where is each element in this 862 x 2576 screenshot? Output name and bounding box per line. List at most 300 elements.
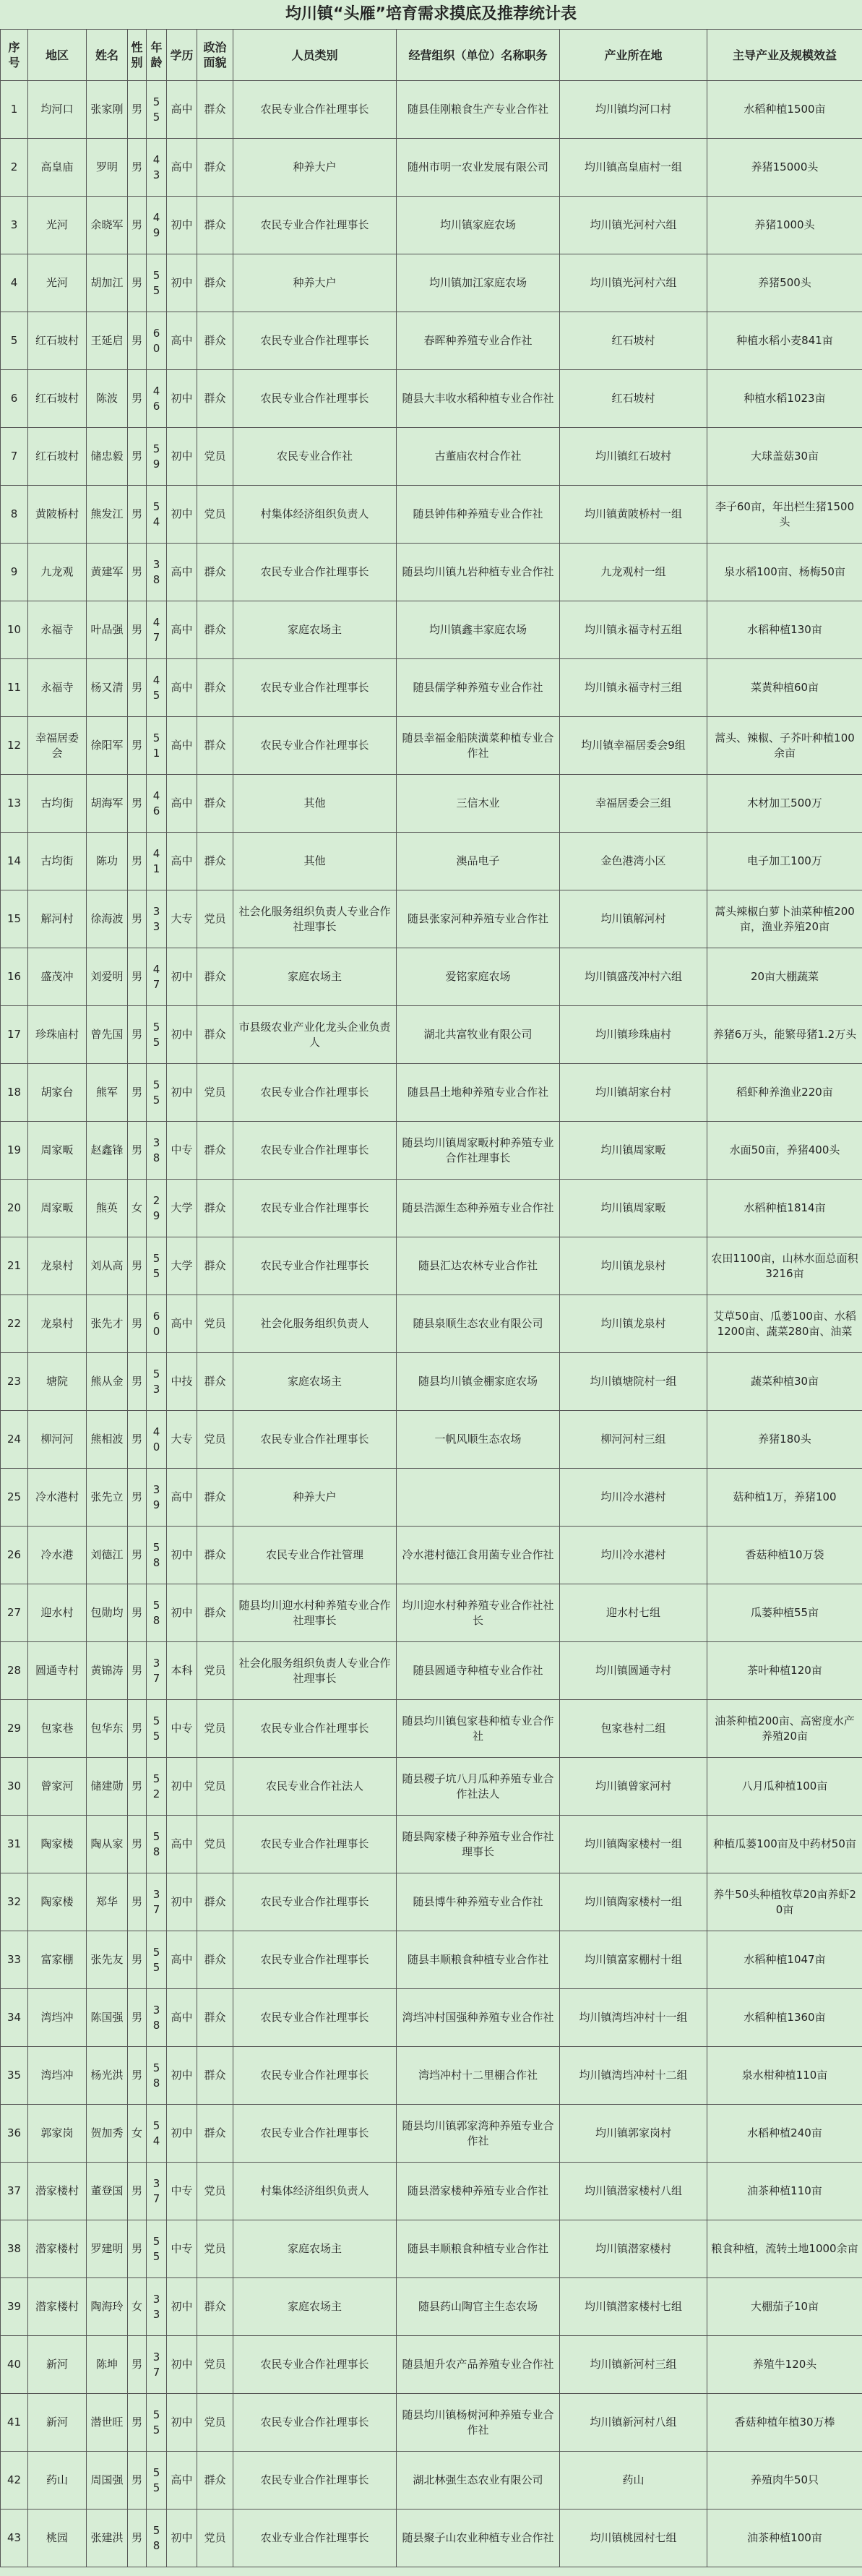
cell-region: 药山 (28, 2452, 87, 2510)
cell-age: 59 (147, 428, 167, 486)
cell-name: 刘从高 (87, 1237, 128, 1295)
table-row (1, 2163, 862, 2220)
cell-education: 高中 (167, 1931, 197, 1989)
cell-education: 高中 (167, 544, 197, 601)
cell-region: 陶家楼 (28, 1816, 87, 1873)
cell-education: 高中 (167, 775, 197, 833)
cell-gender: 男 (128, 197, 147, 254)
cell-personnel-category: 种养大户 (233, 139, 397, 197)
cell-industry-location: 包家巷村二组 (560, 1700, 707, 1758)
document-title: 均川镇“头雁”培育需求摸底及推荐统计表 (285, 5, 577, 23)
cell-gender: 男 (128, 1122, 147, 1180)
cell-industry-location: 均川镇曾家河村 (560, 1758, 707, 1816)
cell-region: 九龙观 (28, 544, 87, 601)
cell-region: 胡家台 (28, 1064, 87, 1122)
cell-industry-scale: 稻虾种养渔业220亩 (707, 1064, 862, 1122)
cell-organization: 随县潜家楼种养殖专业合作社 (397, 2163, 560, 2220)
cell-region: 迎水村 (28, 1584, 87, 1642)
cell-region: 柳河河 (28, 1411, 87, 1469)
cell-personnel-category: 农民专业合作社理事长 (233, 1180, 397, 1237)
cell-organization: 随县幸福金船陕潢菜种植专业合作社 (397, 717, 560, 775)
cell-industry-location: 均川镇潜家楼村 (560, 2220, 707, 2278)
table-row (1, 1006, 862, 1064)
header-name: 姓名 (87, 30, 128, 81)
cell-name: 包勋均 (87, 1584, 128, 1642)
cell-personnel-category: 农业专业合作社理事长 (233, 2510, 397, 2567)
cell-gender: 男 (128, 312, 147, 370)
table-row (1, 197, 862, 254)
cell-industry-scale: 茶叶种植120亩 (707, 1642, 862, 1700)
cell-organization: 古董庙农村合作社 (397, 428, 560, 486)
table-row (1, 81, 862, 139)
cell-industry-location: 均川镇永福寺村五组 (560, 601, 707, 659)
cell-region: 桃园 (28, 2510, 87, 2567)
cell-region: 龙泉村 (28, 1237, 87, 1295)
cell-index: 34 (1, 1989, 28, 2047)
cell-political-status: 群众 (197, 2047, 233, 2105)
cell-index: 9 (1, 544, 28, 601)
table-row (1, 1873, 862, 1931)
cell-name: 董登国 (87, 2163, 128, 2220)
cell-gender: 男 (128, 544, 147, 601)
cell-organization: 随县药山陶官主生态农场 (397, 2278, 560, 2336)
cell-personnel-category: 其他 (233, 833, 397, 890)
cell-organization: 均川镇家庭农场 (397, 197, 560, 254)
cell-index: 14 (1, 833, 28, 890)
cell-index: 30 (1, 1758, 28, 1816)
cell-education: 初中 (167, 1873, 197, 1931)
cell-industry-scale: 李子60亩，年出栏生猪1500头 (707, 486, 862, 544)
cell-name: 张先友 (87, 1931, 128, 1989)
cell-age: 58 (147, 1527, 167, 1584)
cell-organization: 三信木业 (397, 775, 560, 833)
cell-personnel-category: 农民专业合作社理事长 (233, 659, 397, 717)
cell-industry-scale: 粮食种植，流转土地1000余亩 (707, 2220, 862, 2278)
cell-political-status: 党员 (197, 2163, 233, 2220)
cell-political-status: 党员 (197, 2394, 233, 2452)
cell-age: 37 (147, 1642, 167, 1700)
cell-region: 黄陂桥村 (28, 486, 87, 544)
cell-age: 60 (147, 1295, 167, 1353)
cell-industry-location: 红石坡村 (560, 312, 707, 370)
cell-industry-location: 均川镇湾垱冲村十一组 (560, 1989, 707, 2047)
cell-index: 4 (1, 254, 28, 312)
cell-age: 47 (147, 948, 167, 1006)
table-row (1, 1989, 862, 2047)
cell-name: 叶品强 (87, 601, 128, 659)
cell-index: 41 (1, 2394, 28, 2452)
cell-index: 8 (1, 486, 28, 544)
cell-organization: 随县陶家楼子种养殖专业合作社理事长 (397, 1816, 560, 1873)
cell-index: 42 (1, 2452, 28, 2510)
cell-industry-scale: 养猪15000头 (707, 139, 862, 197)
cell-political-status: 群众 (197, 197, 233, 254)
cell-personnel-category: 农民专业合作社理事长 (233, 2105, 397, 2163)
cell-index: 21 (1, 1237, 28, 1295)
cell-political-status: 党员 (197, 486, 233, 544)
cell-age: 55 (147, 2452, 167, 2510)
cell-industry-location: 均川镇龙泉村 (560, 1237, 707, 1295)
table-row (1, 1469, 862, 1527)
cell-age: 58 (147, 2047, 167, 2105)
cell-region: 古均街 (28, 775, 87, 833)
cell-gender: 男 (128, 2336, 147, 2394)
cell-age: 58 (147, 2510, 167, 2567)
cell-personnel-category: 家庭农场主 (233, 2278, 397, 2336)
cell-region: 解河村 (28, 890, 87, 948)
cell-index: 15 (1, 890, 28, 948)
cell-political-status: 群众 (197, 2452, 233, 2510)
cell-age: 37 (147, 1873, 167, 1931)
cell-index: 24 (1, 1411, 28, 1469)
cell-political-status: 群众 (197, 139, 233, 197)
cell-name: 熊发江 (87, 486, 128, 544)
cell-education: 初中 (167, 2047, 197, 2105)
cell-education: 高中 (167, 833, 197, 890)
cell-political-status: 群众 (197, 717, 233, 775)
cell-organization: 随县昌土地种养殖专业合作社 (397, 1064, 560, 1122)
table-row (1, 1064, 862, 1122)
cell-political-status: 群众 (197, 2105, 233, 2163)
cell-age: 49 (147, 197, 167, 254)
table-row (1, 2394, 862, 2452)
cell-political-status: 群众 (197, 1006, 233, 1064)
table-row (1, 1411, 862, 1469)
cell-industry-scale: 水稻种植1814亩 (707, 1180, 862, 1237)
table-row (1, 1180, 862, 1237)
cell-age: 46 (147, 370, 167, 428)
cell-age: 55 (147, 2220, 167, 2278)
cell-name: 贺加秀 (87, 2105, 128, 2163)
cell-age: 33 (147, 2278, 167, 2336)
table-row (1, 833, 862, 890)
cell-political-status: 党员 (197, 1064, 233, 1122)
cell-organization: 随县汇达农林专业合作社 (397, 1237, 560, 1295)
cell-personnel-category: 种养大户 (233, 1469, 397, 1527)
cell-name: 张建洪 (87, 2510, 128, 2567)
cell-region: 冷水港 (28, 1527, 87, 1584)
cell-age: 40 (147, 1411, 167, 1469)
table-row (1, 1295, 862, 1353)
cell-industry-location: 金色港湾小区 (560, 833, 707, 890)
cell-gender: 男 (128, 486, 147, 544)
cell-organization: 随县钟伟种养殖专业合作社 (397, 486, 560, 544)
cell-personnel-category: 农民专业合作社理事长 (233, 312, 397, 370)
cell-region: 周家畈 (28, 1122, 87, 1180)
cell-personnel-category: 家庭农场主 (233, 601, 397, 659)
cell-age: 38 (147, 544, 167, 601)
cell-industry-location: 九龙观村一组 (560, 544, 707, 601)
cell-organization: 一帆风顺生态农场 (397, 1411, 560, 1469)
cell-industry-scale: 菜黄种植60亩 (707, 659, 862, 717)
cell-personnel-category: 随县均川迎水村种养殖专业合作社理事长 (233, 1584, 397, 1642)
table-row (1, 775, 862, 833)
cell-political-status: 群众 (197, 948, 233, 1006)
cell-name: 熊英 (87, 1180, 128, 1237)
table-row (1, 2510, 862, 2567)
cell-industry-scale: 泉水柑种植110亩 (707, 2047, 862, 2105)
cell-industry-scale: 养猪500头 (707, 254, 862, 312)
cell-education: 初中 (167, 197, 197, 254)
cell-personnel-category: 农民专业合作社理事长 (233, 1816, 397, 1873)
cell-political-status: 党员 (197, 1411, 233, 1469)
cell-index: 12 (1, 717, 28, 775)
cell-name: 刘德江 (87, 1527, 128, 1584)
cell-industry-location: 均川镇珍珠庙村 (560, 1006, 707, 1064)
cell-political-status: 群众 (197, 659, 233, 717)
cell-personnel-category: 市县级农业产业化龙头企业负责人 (233, 1006, 397, 1064)
cell-index: 37 (1, 2163, 28, 2220)
table-row (1, 428, 862, 486)
cell-industry-scale: 八月瓜种植100亩 (707, 1758, 862, 1816)
cell-personnel-category: 种养大户 (233, 254, 397, 312)
cell-personnel-category: 农民专业合作社法人 (233, 1758, 397, 1816)
cell-organization: 随县均川镇包家巷种植专业合作社 (397, 1700, 560, 1758)
cell-education: 中专 (167, 2163, 197, 2220)
cell-index: 18 (1, 1064, 28, 1122)
cell-index: 19 (1, 1122, 28, 1180)
cell-gender: 男 (128, 139, 147, 197)
cell-name: 刘爱明 (87, 948, 128, 1006)
cell-name: 陶从家 (87, 1816, 128, 1873)
cell-name: 张先立 (87, 1469, 128, 1527)
cell-name: 熊相波 (87, 1411, 128, 1469)
statistics-table (0, 29, 862, 2567)
cell-region: 新河 (28, 2394, 87, 2452)
cell-industry-location: 均川镇陶家楼村一组 (560, 1873, 707, 1931)
cell-index: 20 (1, 1180, 28, 1237)
cell-index: 13 (1, 775, 28, 833)
cell-industry-location: 均川镇湾垱冲村十二组 (560, 2047, 707, 2105)
cell-education: 大专 (167, 890, 197, 948)
cell-personnel-category: 社会化服务组织负责人专业合作社理事长 (233, 890, 397, 948)
cell-industry-location: 均川镇胡家台村 (560, 1064, 707, 1122)
cell-index: 16 (1, 948, 28, 1006)
cell-education: 高中 (167, 139, 197, 197)
cell-personnel-category: 其他 (233, 775, 397, 833)
cell-personnel-category: 农民专业合作社理事长 (233, 2394, 397, 2452)
cell-gender: 男 (128, 1700, 147, 1758)
header-education: 学历 (167, 30, 197, 81)
cell-organization: 湾垱冲村国强种养殖专业合作社 (397, 1989, 560, 2047)
table-row (1, 601, 862, 659)
cell-education: 初中 (167, 254, 197, 312)
cell-education: 初中 (167, 1758, 197, 1816)
cell-political-status: 群众 (197, 1527, 233, 1584)
cell-gender: 男 (128, 948, 147, 1006)
cell-education: 初中 (167, 428, 197, 486)
cell-age: 54 (147, 2105, 167, 2163)
cell-age: 52 (147, 1758, 167, 1816)
cell-organization: 随县旭升农产品养殖专业合作社 (397, 2336, 560, 2394)
cell-industry-location: 幸福居委会三组 (560, 775, 707, 833)
table-row (1, 2105, 862, 2163)
cell-index: 2 (1, 139, 28, 197)
cell-industry-scale: 瓜蒌种植55亩 (707, 1584, 862, 1642)
cell-personnel-category: 家庭农场主 (233, 2220, 397, 2278)
cell-index: 3 (1, 197, 28, 254)
cell-gender: 男 (128, 428, 147, 486)
cell-organization: 随县圆通寺种植专业合作社 (397, 1642, 560, 1700)
cell-name: 杨又清 (87, 659, 128, 717)
table-row (1, 1758, 862, 1816)
cell-gender: 男 (128, 2510, 147, 2567)
cell-industry-location: 均川镇解河村 (560, 890, 707, 948)
cell-personnel-category: 社会化服务组织负责人 (233, 1295, 397, 1353)
cell-age: 43 (147, 139, 167, 197)
cell-age: 39 (147, 1469, 167, 1527)
cell-political-status: 群众 (197, 370, 233, 428)
cell-gender: 男 (128, 1064, 147, 1122)
cell-name: 张家刚 (87, 81, 128, 139)
cell-education: 高中 (167, 81, 197, 139)
cell-index: 27 (1, 1584, 28, 1642)
cell-region: 高皇庙 (28, 139, 87, 197)
cell-index: 6 (1, 370, 28, 428)
cell-index: 35 (1, 2047, 28, 2105)
cell-education: 初中 (167, 2510, 197, 2567)
cell-industry-scale: 油茶种植110亩 (707, 2163, 862, 2220)
header-industry-location: 产业所在地 (560, 30, 707, 81)
cell-personnel-category: 农民专业合作社理事长 (233, 1873, 397, 1931)
cell-age: 55 (147, 2394, 167, 2452)
cell-political-status: 党员 (197, 890, 233, 948)
cell-name: 杨光洪 (87, 2047, 128, 2105)
cell-personnel-category: 农民专业合作社理事长 (233, 370, 397, 428)
cell-political-status: 群众 (197, 544, 233, 601)
cell-personnel-category: 家庭农场主 (233, 1353, 397, 1411)
cell-gender: 男 (128, 2047, 147, 2105)
cell-region: 郭家岗 (28, 2105, 87, 2163)
cell-education: 初中 (167, 1006, 197, 1064)
cell-education: 初中 (167, 2336, 197, 2394)
cell-political-status: 党员 (197, 2336, 233, 2394)
table-row (1, 1700, 862, 1758)
table-row (1, 1931, 862, 1989)
cell-index: 10 (1, 601, 28, 659)
cell-industry-location: 均川镇黄陂桥村一组 (560, 486, 707, 544)
cell-age: 55 (147, 1237, 167, 1295)
table-row (1, 1353, 862, 1411)
table-row (1, 1237, 862, 1295)
cell-industry-scale: 泉水稻100亩、杨梅50亩 (707, 544, 862, 601)
cell-industry-location: 均川镇新河村三组 (560, 2336, 707, 2394)
cell-region: 新河 (28, 2336, 87, 2394)
cell-name: 黄锦涛 (87, 1642, 128, 1700)
cell-organization: 均川镇鑫丰家庭农场 (397, 601, 560, 659)
table-row (1, 2220, 862, 2278)
cell-age: 55 (147, 1064, 167, 1122)
cell-personnel-category: 农民专业合作社理事长 (233, 544, 397, 601)
cell-age: 55 (147, 1006, 167, 1064)
table-row (1, 948, 862, 1006)
table-row (1, 1816, 862, 1873)
cell-education: 初中 (167, 486, 197, 544)
cell-organization: 春晖种养殖专业合作社 (397, 312, 560, 370)
cell-industry-location: 均川镇均河口村 (560, 81, 707, 139)
cell-index: 39 (1, 2278, 28, 2336)
cell-region: 潜家楼村 (28, 2278, 87, 2336)
cell-industry-location: 均川镇永福寺村三组 (560, 659, 707, 717)
cell-gender: 男 (128, 1584, 147, 1642)
cell-gender: 男 (128, 81, 147, 139)
cell-age: 55 (147, 1931, 167, 1989)
cell-age: 54 (147, 486, 167, 544)
cell-education: 初中 (167, 2278, 197, 2336)
header-age: 年龄 (147, 30, 167, 81)
cell-political-status: 群众 (197, 312, 233, 370)
cell-education: 初中 (167, 370, 197, 428)
cell-industry-scale: 水稻种植1047亩 (707, 1931, 862, 1989)
cell-name: 陶海玲 (87, 2278, 128, 2336)
cell-region: 包家巷 (28, 1700, 87, 1758)
cell-age: 29 (147, 1180, 167, 1237)
cell-industry-location: 均川镇富家棚村十组 (560, 1931, 707, 1989)
cell-industry-scale: 养殖肉牛50只 (707, 2452, 862, 2510)
cell-index: 26 (1, 1527, 28, 1584)
cell-index: 23 (1, 1353, 28, 1411)
cell-name: 熊军 (87, 1064, 128, 1122)
table-row (1, 370, 862, 428)
cell-industry-location: 均川镇潜家楼村七组 (560, 2278, 707, 2336)
cell-gender: 男 (128, 775, 147, 833)
cell-industry-scale: 菇种植1万，养猪100 (707, 1469, 862, 1527)
cell-industry-location: 均川镇高皇庙村一组 (560, 139, 707, 197)
cell-industry-location: 均川镇周家畈 (560, 1122, 707, 1180)
cell-organization: 爱铭家庭农场 (397, 948, 560, 1006)
cell-name: 储建勋 (87, 1758, 128, 1816)
cell-education: 中专 (167, 1122, 197, 1180)
cell-gender: 男 (128, 1295, 147, 1353)
cell-political-status: 群众 (197, 1469, 233, 1527)
cell-organization: 随县聚子山农业种植专业合作社 (397, 2510, 560, 2567)
cell-age: 60 (147, 312, 167, 370)
cell-organization: 随县泉顺生态农业有限公司 (397, 1295, 560, 1353)
header-region: 地区 (28, 30, 87, 81)
cell-organization: 随县丰顺粮食种植专业合作社 (397, 1931, 560, 1989)
cell-industry-scale: 养猪180头 (707, 1411, 862, 1469)
table-body (1, 81, 862, 2567)
cell-region: 红石坡村 (28, 370, 87, 428)
cell-gender: 男 (128, 2163, 147, 2220)
cell-age: 37 (147, 2336, 167, 2394)
header-organization: 经营组织（单位）名称职务 (397, 30, 560, 81)
cell-industry-location: 均川镇光河村六组 (560, 254, 707, 312)
cell-gender: 男 (128, 1816, 147, 1873)
cell-name: 储忠毅 (87, 428, 128, 486)
cell-name: 陈国强 (87, 1989, 128, 2047)
cell-region: 幸福居委会 (28, 717, 87, 775)
cell-gender: 男 (128, 717, 147, 775)
cell-index: 25 (1, 1469, 28, 1527)
cell-name: 徐海波 (87, 890, 128, 948)
cell-name: 周国强 (87, 2452, 128, 2510)
cell-personnel-category: 农民专业合作社理事长 (233, 2047, 397, 2105)
cell-education: 高中 (167, 1295, 197, 1353)
cell-education: 高中 (167, 717, 197, 775)
header-industry-scale: 主导产业及规模效益 (707, 30, 862, 81)
cell-index: 11 (1, 659, 28, 717)
cell-age: 41 (147, 833, 167, 890)
cell-age: 51 (147, 717, 167, 775)
cell-gender: 男 (128, 2452, 147, 2510)
cell-age: 55 (147, 254, 167, 312)
cell-education: 高中 (167, 601, 197, 659)
cell-political-status: 党员 (197, 1295, 233, 1353)
cell-industry-scale: 农田1100亩，山林水面总面积3216亩 (707, 1237, 862, 1295)
cell-personnel-category: 农民专业合作社理事长 (233, 717, 397, 775)
cell-industry-scale: 油茶种植100亩 (707, 2510, 862, 2567)
